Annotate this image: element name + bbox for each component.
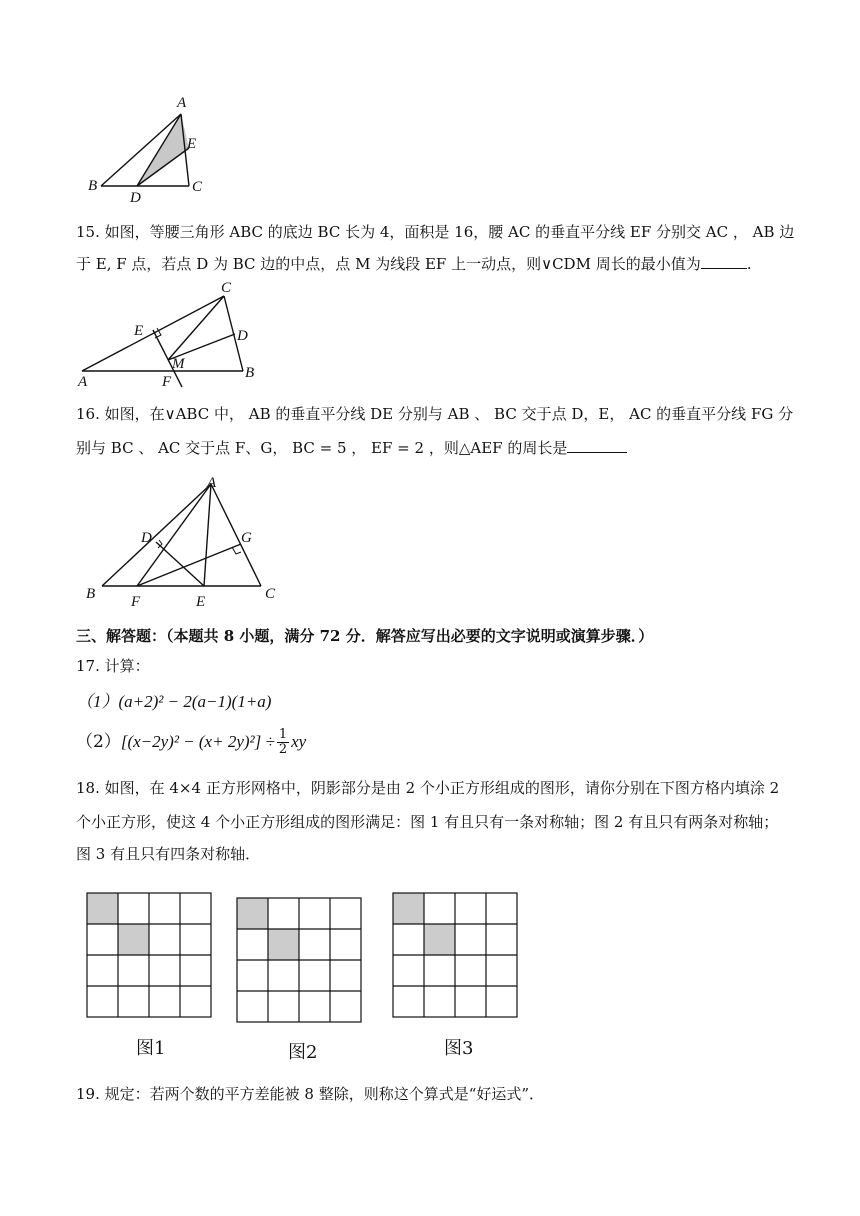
- shaded-cell: [424, 924, 455, 955]
- label-e: E: [134, 323, 144, 339]
- label-m: M: [172, 356, 185, 372]
- q16-line-2-text: 别与 BC 、 AC 交于点 F、G， BC = 5 ， EF = 2 ，则△AEF 的周长是: [76, 439, 568, 457]
- shaded-triangle-ade: [137, 114, 189, 186]
- q17-part-2: [76, 728, 306, 757]
- q17-part-2-body: [(x−2y)² − (x+ 2y)²] ÷: [120, 732, 275, 751]
- q17-part-1: （1）(a+2)² − 2(a−1)(1+a): [76, 692, 272, 711]
- grid-caption-3: 图3: [444, 1038, 474, 1059]
- fraction-numerator: 1: [278, 727, 288, 742]
- grid-caption-1: 图1: [136, 1038, 166, 1059]
- label-g: G: [241, 530, 252, 546]
- label-c: C: [192, 179, 203, 195]
- q15-end: .: [746, 255, 752, 273]
- shaded-cell: [268, 929, 299, 960]
- figure-15-triangle: [74, 282, 274, 390]
- label-b: B: [86, 586, 96, 602]
- label-a: A: [177, 95, 187, 111]
- label-e: E: [187, 136, 197, 152]
- shaded-cell: [393, 893, 424, 924]
- figure-14-triangle: [80, 92, 210, 204]
- q15-line-2-text: 于 E, F 点，若点 D 为 BC 边的中点，点 M 为线段 EF 上一动点，则∨CDM 周长的最小值为: [76, 255, 701, 273]
- q16-line-1: 16. 如图，在∨ABC 中， AB 的垂直平分线 DE 分别与 AB 、 BC 交于点 D，E， AC 的垂直平分线 FG 分: [76, 405, 794, 423]
- q15-line-1: 15. 如图，等腰三角形 ABC 的底边 BC 长为 4，面积是 16，腰 AC 的垂直平分线 EF 分别交 AC ， AB 边: [76, 223, 795, 241]
- q16-line-2: [76, 436, 627, 460]
- section-3-title: 三、解答题：（本题共 8 小题，满分 72 分．解答应写出必要的文字说明或演算步骤．）: [76, 627, 654, 645]
- label-c: C: [265, 586, 276, 602]
- q18-line-1: 18. 如图，在 4×4 正方形网格中，阴影部分是由 2 个小正方形组成的图形，请你分别在下图方格内填涂 2: [76, 779, 780, 797]
- q18-line-3: 图 3 有且只有四条对称轴．: [76, 845, 261, 863]
- label-b: B: [245, 365, 255, 381]
- shaded-cell: [118, 924, 149, 955]
- q15-line-2: [76, 252, 752, 276]
- shaded-cell: [87, 893, 118, 924]
- q15-answer-blank[interactable]: [701, 252, 747, 269]
- grid-figure-1: [86, 892, 212, 1018]
- grid-figure-2: [236, 897, 362, 1023]
- label-f: F: [162, 374, 172, 390]
- label-d: D: [237, 328, 248, 344]
- q17-part-2-tail: xy: [291, 732, 307, 751]
- fraction-half: [277, 728, 289, 757]
- figure-16-triangle: [80, 470, 290, 610]
- label-b: B: [88, 178, 98, 194]
- label-d: D: [130, 190, 141, 204]
- q17-intro: 17. 计算：: [76, 657, 150, 675]
- label-d: D: [141, 530, 152, 546]
- label-e: E: [196, 594, 206, 610]
- label-c: C: [221, 282, 232, 296]
- shaded-cell: [237, 898, 268, 929]
- label-a: A: [207, 475, 217, 491]
- fraction-denominator: 2: [278, 742, 288, 757]
- grid-figure-3: [392, 892, 518, 1018]
- q16-answer-blank[interactable]: [567, 436, 627, 453]
- grid-caption-2: 图2: [288, 1042, 318, 1063]
- label-a: A: [78, 374, 88, 390]
- q18-line-2: 个小正方形，使这 4 个小正方形组成的图形满足：图 1 有且只有一条对称轴；图 2 有且只有两条对称轴；: [76, 813, 779, 831]
- q19-line-1: 19. 规定：若两个数的平方差能被 8 整除，则称这个算式是“好运式”．: [76, 1085, 545, 1103]
- label-f: F: [131, 594, 141, 610]
- q17-part-2-prefix: （2）: [76, 732, 121, 752]
